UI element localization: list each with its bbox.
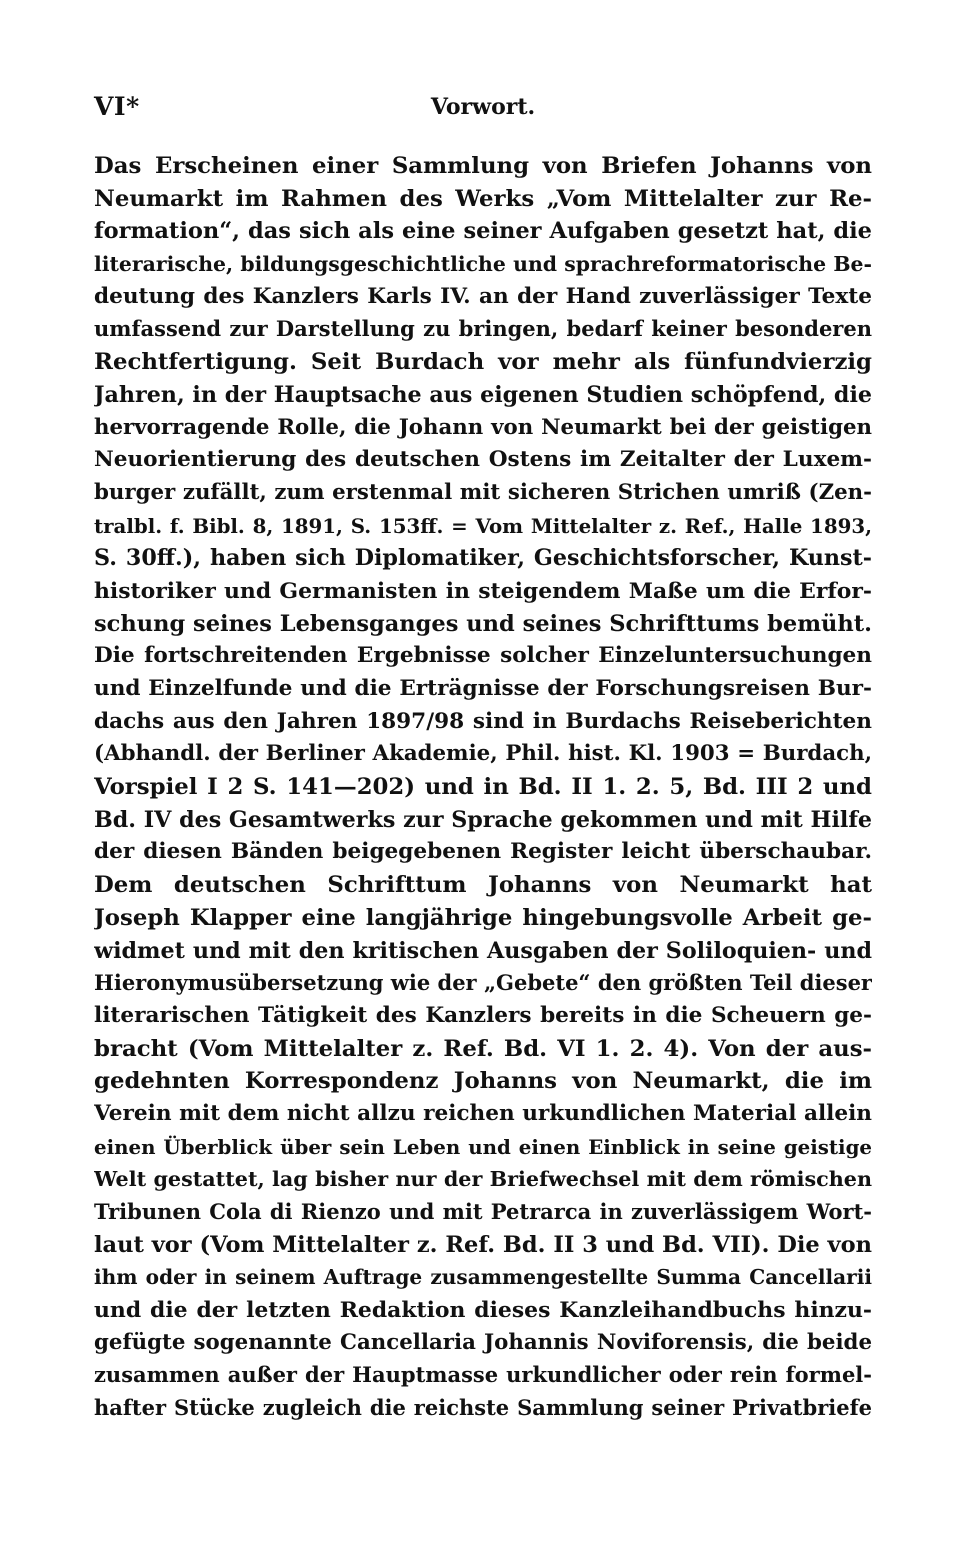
text-line: hafter Stücke zugleich die reichste Sammlung seiner Privatbriefe — [94, 1395, 872, 1421]
text-line: hervorragende Rolle, die Johann von Neumarkt bei der geistigen — [94, 414, 872, 440]
page-number: VI* — [94, 92, 140, 121]
body-text — [94, 150, 872, 1425]
text-line: widmet und mit den kritischen Ausgaben der Soliloquien- und — [94, 937, 872, 964]
text-line: zusammen außer der Hauptmasse urkundlicher oder rein formel- — [94, 1362, 872, 1388]
text-line: umfassend zur Darstellung zu bringen, bedarf keiner besonderen — [94, 316, 872, 342]
text-line: der diesen Bänden beigegebenen Register leicht überschaubar. — [94, 839, 872, 865]
text-line: formation“, das sich als eine seiner Aufgaben gesetzt hat, die — [94, 218, 872, 245]
text-line: Jahren, in der Hauptsache aus eigenen Studien schöpfend, die — [94, 381, 872, 408]
text-line: Neuorientierung des deutschen Ostens im Zeitalter der Luxem- — [94, 447, 872, 473]
text-line: S. 30ff.), haben sich Diplomatiker, Geschichtsforscher, Kunst- — [94, 545, 872, 572]
text-line: deutung des Kanzlers Karls IV. an der Hand zuverlässiger Texte — [94, 283, 872, 309]
text-line: Dem deutschen Schrifttum Johanns von Neumarkt hat — [94, 872, 872, 899]
text-line: Vorspiel I 2 S. 141—202) und in Bd. II 1. 2. 5, Bd. III 2 und — [94, 774, 872, 801]
text-line: ihm oder in seinem Auftrage zusammengestellte Summa Cancellarii — [94, 1265, 872, 1290]
text-line: tralbl. f. Bibl. 8, 1891, S. 153ff. = Vom Mittelalter z. Ref., Halle 1893, — [94, 513, 872, 538]
text-line: burger zufällt, zum erstenmal mit sicheren Strichen umriß (Zen- — [94, 479, 872, 505]
text-line: gefügte sogenannte Cancellaria Johannis Noviforensis, die beide — [94, 1329, 872, 1355]
page-header — [94, 92, 872, 128]
text-line: und die der letzten Redaktion dieses Kanzleihandbuchs hinzu- — [94, 1297, 872, 1324]
text-line: Tribunen Cola di Rienzo und mit Petrarca in zuverlässigem Wort- — [94, 1199, 872, 1224]
text-line: Joseph Klapper eine langjährige hingebungsvolle Arbeit ge- — [94, 904, 872, 931]
text-line: gedehnten Korrespondenz Johanns von Neumarkt, die im — [94, 1068, 872, 1095]
text-line: Bd. IV des Gesamtwerks zur Sprache gekommen und mit Hilfe — [94, 806, 872, 833]
text-line: schung seines Lebensganges und seines Schrifttums bemüht. — [94, 610, 872, 637]
text-line: Das Erscheinen einer Sammlung von Briefen Johanns von — [94, 153, 872, 179]
text-line: Neumarkt im Rahmen des Werks „Vom Mittelalter zur Re- — [94, 185, 872, 212]
text-line: Hieronymusübersetzung wie der „Gebete“ den größten Teil dieser — [94, 970, 872, 996]
text-line: und Einzelfunde und die Erträgnisse der Forschungsreisen Bur- — [94, 676, 872, 701]
text-line: bracht (Vom Mittelalter z. Ref. Bd. VI 1. 2. 4). Von der aus- — [94, 1035, 872, 1062]
text-line: Die fortschreitenden Ergebnisse solcher Einzeluntersuchungen — [94, 643, 872, 669]
text-line: Welt gestattet, lag bisher nur der Briefwechsel mit dem römischen — [94, 1167, 872, 1192]
text-line: einen Überblick über sein Leben und einen Einblick in seine geistige — [94, 1134, 872, 1159]
text-line: dachs aus den Jahren 1897/98 sind in Burdachs Reiseberichten — [94, 708, 872, 734]
text-line: historiker und Germanisten in steigendem Maße um die Erfor- — [94, 577, 872, 604]
text-line: literarischen Tätigkeit des Kanzlers bereits in die Scheuern ge- — [94, 1002, 872, 1028]
text-line: (Abhandl. der Berliner Akademie, Phil. hist. Kl. 1903 = Burdach, — [94, 741, 872, 767]
text-line: laut vor (Vom Mittelalter z. Ref. Bd. II 3 und Bd. VII). Die von — [94, 1231, 872, 1258]
text-line: Verein mit dem nicht allzu reichen urkundlichen Material allein — [94, 1100, 872, 1126]
text-line: literarische, bildungsgeschichtliche und sprachreformatorische Be- — [94, 252, 872, 277]
running-title: Vorwort. — [430, 94, 536, 120]
text-line: Rechtfertigung. Seit Burdach vor mehr als fünfundvierzig — [94, 349, 872, 376]
